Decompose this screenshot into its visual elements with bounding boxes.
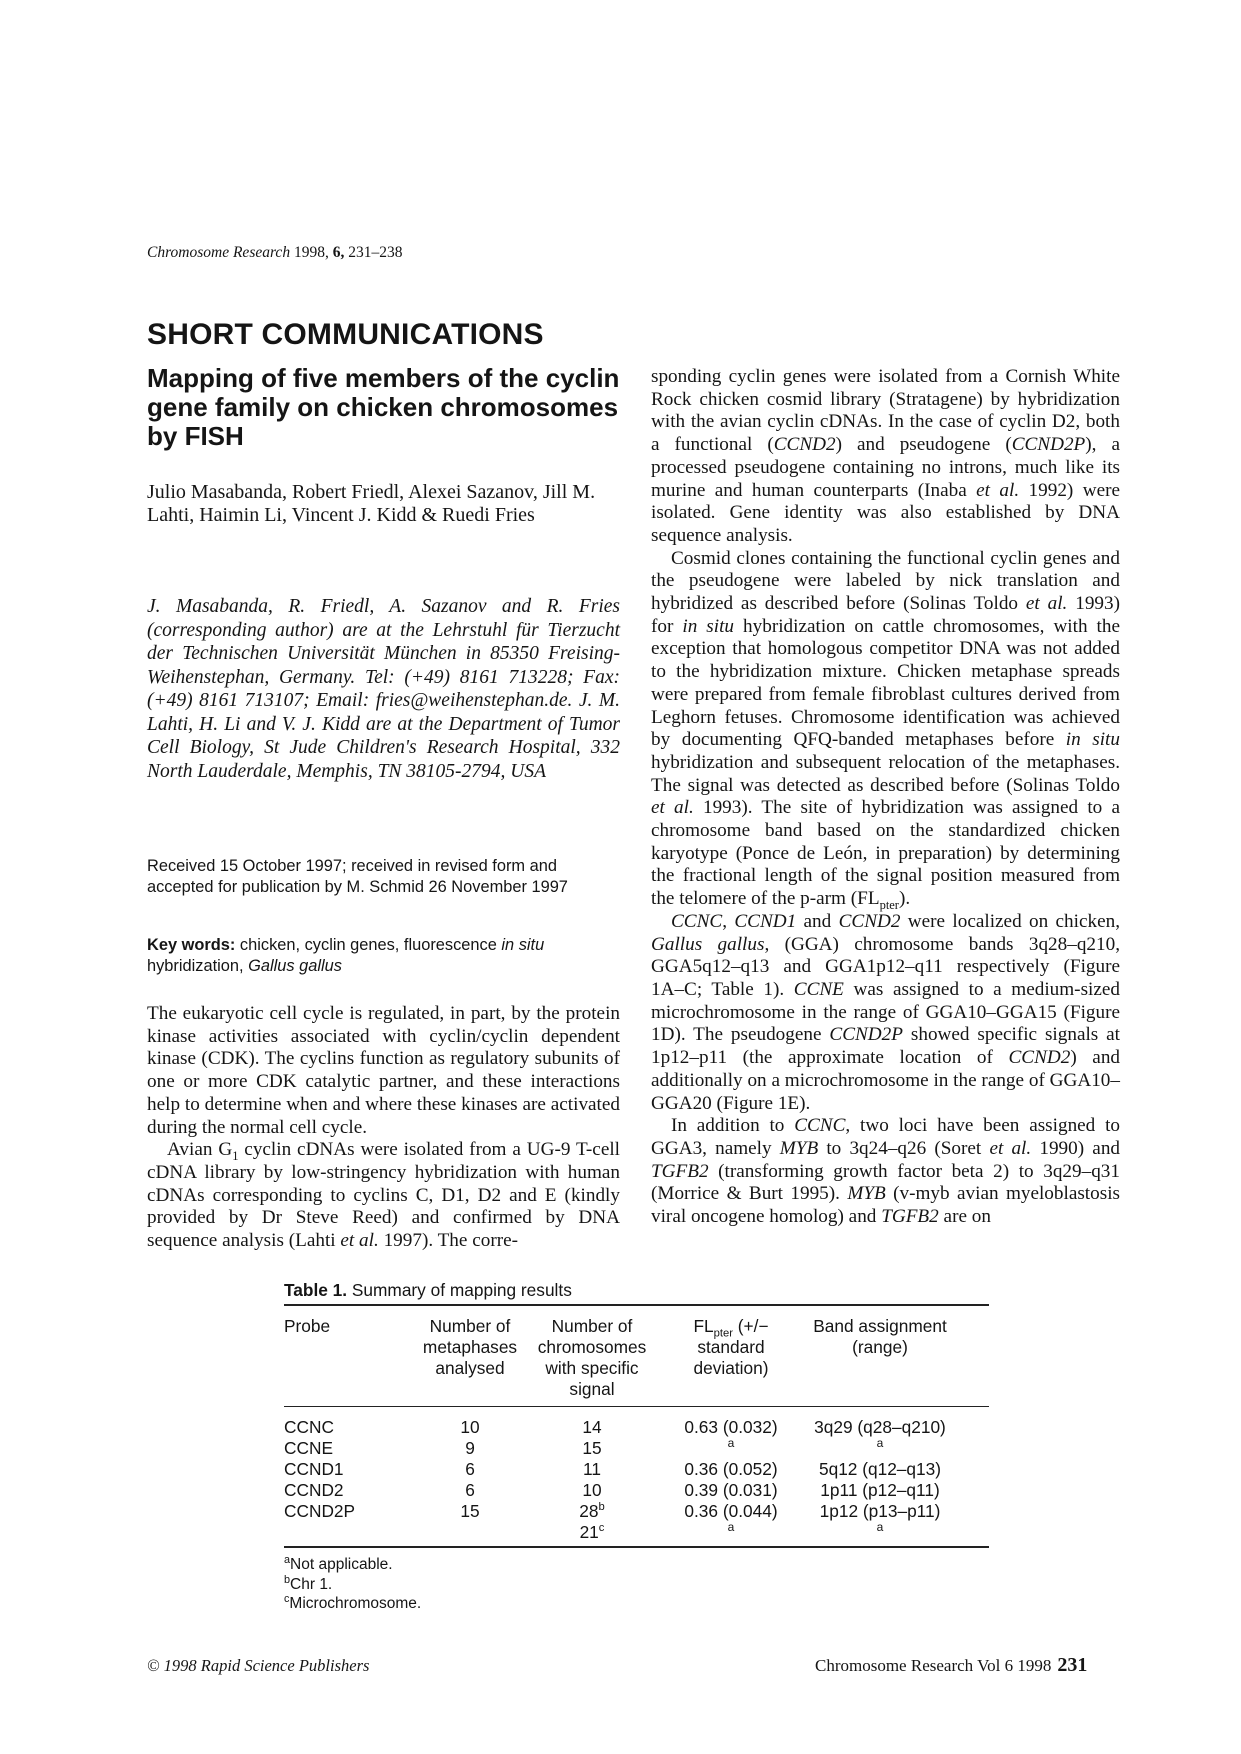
table-caption-label: Table 1. (284, 1280, 348, 1300)
keywords-text-italic: in situ (501, 936, 545, 954)
cell-fl: 0.36 (0.052) (684, 1459, 778, 1479)
cell-metaphases: 10 (460, 1417, 480, 1437)
cell-fl-not-applicable: a (727, 1520, 735, 1534)
table-header-fl: $FL_{pter}$ (+/− standard deviation) (693, 1316, 769, 1378)
footnote: $^c$Microchromosome. (284, 1592, 422, 1612)
journal-citation (147, 244, 402, 262)
table-top-rule (284, 1304, 989, 1306)
author-affiliation: J. Masabanda, R. Friedl, A. Sazanov and R. Fries (corresponding author) are at the Lehrstuhl für Tierzucht der Technischen Universität München in 85350 Freising-Weihenstephan, Germany. Tel: (+49) 8161 713228; Fax: (+49) 8161 713107; Email: fries@weihenstephan.de. J. M. Lahti, H. Li and V. J. Kidd are at the Department of Tumor Cell Biology, St Jude Children's Research Hospital, 332 North Lauderdale, Memphis, TN 38105-2794, USA (147, 596, 620, 782)
paragraph-methods: Cosmid clones containing the functional cyclin genes and the pseudogene were labeled by nick translation and hybridized as described before (Solinas Toldo et al. 1993) for in situ hybridization on cattle chromosomes, with the exception that homologous competitor DNA was not added to the hybridization mixture. Chicken metaphase spreads were prepared from female fibroblast cultures derived from Leghorn fetuses. Chromosome identification was achieved by documenting QFQ-banded metaphases before in situ hybridization and subsequent relocation of the metaphases. The signal was detected as described before (Solinas Toldo et al. 1993). The site of hybridization was assigned to a chromosome band based on the standardized chicken karyotype (Ponce de León, in preparation) by determining the fractional length of the signal position measured from the telomere of the p-arm $(FL_{pter})$. (651, 547, 1120, 912)
table-caption (284, 1280, 572, 1301)
journal-year: 1998, (293, 244, 329, 261)
table-header-metaphases: Number of metaphases analysed (422, 1316, 518, 1378)
cell-band-not-applicable: a (876, 1520, 884, 1534)
footer-journal-text: Chromosome Research Vol 6 1998 (815, 1656, 1052, 1675)
table-footnotes (284, 1555, 421, 1614)
cell-metaphases: 9 (465, 1438, 475, 1458)
footnote: $^b$Chr 1. (284, 1573, 333, 1593)
table-header-rule (284, 1406, 989, 1407)
cell-metaphases: 6 (465, 1459, 475, 1479)
body-left-column (147, 1003, 620, 1253)
cell-probe: CCND2P (284, 1501, 356, 1521)
paragraph-cdna: Avian $G_1$ cyclin cDNAs were isolated from a UG-9 T-cell cDNA library by low-stringency hybridization with human cDNAs corresponding to cyclins C, D1, D2 and E (kindly provided by Dr Steve Reed) and confirmed by DNA sequence analysis (Lahti et al. 1997). The corre- (147, 1139, 620, 1252)
journal-pages: 231–238 (348, 244, 403, 261)
paragraph-intro: The eukaryotic cell cycle is regulated, in part, by the protein kinase activities associated with cyclin/cyclin dependent kinase (CDK). The cyclins function as regulatory subunits of one or more CDK catalytic partner, and these interactions help to determine when and where these kinases are activated during the normal cell cycle. (147, 1003, 620, 1138)
cell-chromosomes: 15 (582, 1438, 602, 1458)
journal-name: Chromosome Research (147, 244, 291, 261)
keywords-text-italic: Gallus gallus (248, 957, 342, 975)
keywords-label: Key words: (147, 936, 236, 954)
copyright-notice: © 1998 Rapid Science Publishers (147, 1656, 370, 1675)
cell-probe: CCND2 (284, 1480, 344, 1500)
cell-metaphases: 15 (460, 1501, 480, 1521)
keywords-text: chicken, cyclin genes, fluorescence (239, 936, 497, 954)
cell-band: 5q12 (q12–q13) (818, 1459, 942, 1479)
table-header-band: Band assignment (range) (813, 1316, 947, 1357)
cell-metaphases: 6 (465, 1480, 475, 1500)
cell-fl: 0.63 (0.032) (684, 1417, 778, 1437)
cell-probe: CCNE (284, 1438, 333, 1458)
footer-journal-info (815, 1654, 1087, 1677)
keywords (147, 935, 620, 977)
article-title: Mapping of five members of the cyclin gene family on chicken chromosomes by FISH (147, 363, 620, 451)
section-heading: SHORT COMMUNICATIONS (147, 318, 544, 351)
body-right-column (651, 366, 1120, 1229)
cell-band-not-applicable: a (876, 1436, 884, 1450)
cell-chromosomes: 28$^b$ (579, 1501, 605, 1521)
cell-chromosomes: 10 (582, 1480, 602, 1500)
cell-band: 1p11 (p12–q11) (820, 1480, 940, 1500)
table-caption-text: Summary of mapping results (351, 1280, 572, 1300)
cell-chromosomes: 11 (583, 1459, 601, 1479)
cell-fl: 0.36 (0.044) (684, 1501, 778, 1521)
received-dates: Received 15 October 1997; received in revised form and accepted for publication by M. Schmid 26 November 1997 (147, 857, 568, 896)
author-list: Julio Masabanda, Robert Friedl, Alexei Sazanov, Jill M. Lahti, Haimin Li, Vincent J. Kidd & Ruedi Fries (147, 481, 596, 527)
cell-band: 3q29 (q28–q210) (814, 1417, 946, 1437)
cell-band: 1p12 (p13–p11) (819, 1501, 941, 1521)
keywords-text: hybridization, (147, 957, 244, 975)
journal-volume: 6, (332, 244, 345, 261)
paragraph-results: CCNC, CCND1 and CCND2 were localized on chicken, Gallus gallus, (GGA) chromosome bands 3q28–q210, GGA5q12–q13 and GGA1p12–q11 respectively (Figure 1A–C; Table 1). CCNE was assigned to a medium-sized microchromosome in the range of GGA10–GGA15 (Figure 1D). The pseudogene CCND2P showed specific signals at 1p12–p11 (the approximate location of CCND2) and additionally on a microchromosome in the range of GGA10–GGA20 (Figure 1E). (651, 910, 1121, 1114)
cell-probe: CCND1 (284, 1459, 344, 1479)
table-header-probe: Probe (284, 1316, 331, 1336)
paragraph-cosmid-library: sponding cyclin genes were isolated from a Cornish White Rock chicken cosmid library (Stratagene) by hybridization with the avian cyclin cDNAs. In the case of cyclin D2, both a functional (CCND2) and pseudogene (CCND2P), a processed pseudogene containing no introns, much like its murine and human counterparts (Inaba et al. 1992) were isolated. Gene identity was also established by DNA sequence analysis. (651, 366, 1121, 546)
cell-chromosomes: 14 (582, 1417, 602, 1437)
paragraph-ggа3-loci: In addition to CCNC, two loci have been assigned to GGA3, namely MYB to 3q24–q26 (Soret et al. 1990) and TGFB2 (transforming growth factor beta 2) to 3q29–q31 (Morrice & Burt 1995). MYB (v-myb avian myeloblastosis viral oncogene homolog) and TGFB2 are on (651, 1115, 1121, 1228)
cell-fl: 0.39 (0.031) (684, 1480, 778, 1500)
table-bottom-rule (284, 1546, 989, 1548)
cell-chromosomes: 21$^c$ (579, 1522, 605, 1542)
footnote: $^a$Not applicable. (284, 1553, 393, 1573)
page-number: 231 (1057, 1654, 1088, 1676)
cell-fl-not-applicable: a (727, 1436, 735, 1450)
table-header-chromosomes: Number of chromosomes with specific signal (537, 1316, 647, 1399)
cell-probe: CCNC (284, 1417, 334, 1437)
